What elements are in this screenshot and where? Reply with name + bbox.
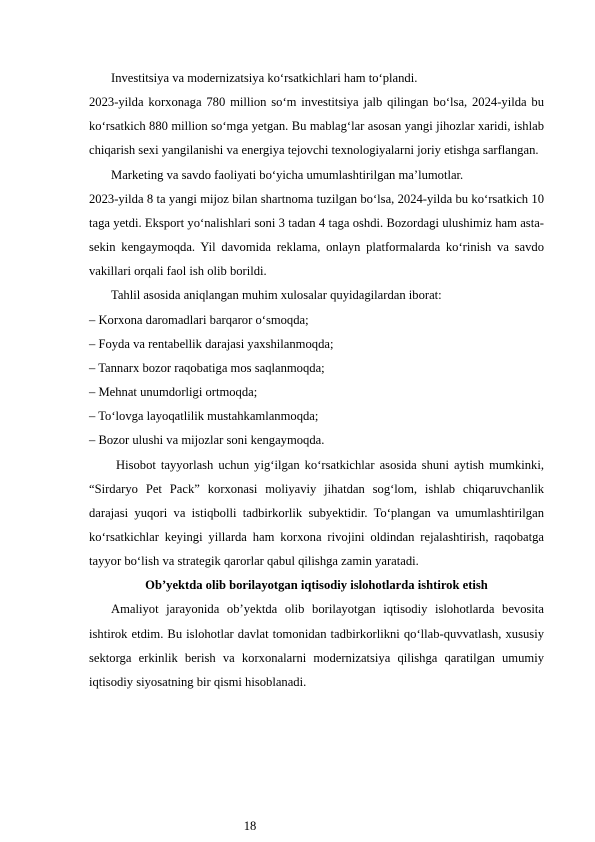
paragraph-investment-details: 2023-yilda korxonaga 780 million so‘m investitsiya jalb qilingan bo‘lsa, 2024-yilda bu ko‘rsatkich 880 million so‘mga yetgan. Bu mablag‘lar asosan yangi jihozlar xaridi, ishlab chiqarish sexi yangilanishi va energiya tejovchi texnologiyalarni joriy etishga sarflangan. [89,95,544,158]
paragraph-conclusions-intro: Tahlil asosida aniqlangan muhim xulosalar quyidagilardan iborat: [111,288,442,303]
list-item: – Bozor ulushi va mijozlar soni kengaymoqda. [89,433,325,448]
page-number: 18 [243,819,257,833]
list-item: – Mehnat unumdorligi ortmoqda; [89,385,258,400]
document-body [89,66,544,694]
section-heading: Ob’yektda olib borilayotgan iqtisodiy islohotlarda ishtirok etish [145,578,488,593]
paragraph-report-summary: Hisobot tayyorlash uchun yig‘ilgan ko‘rsatkichlar asosida shuni aytish mumkinki, “Sirdaryo Pet Pack” korxonasi moliyaviy jihatdan sog‘lom, ishlab chiqaruvchanlik darajasi yuqori va istiqbolli tadbirkorlik subyektidir. To‘plangan va umumlashtirilgan ko‘rsatkichlar keyingi yillarda ham korxona rivojini oldindan rejalashtirish, raqobatga tayyor bo‘lish va strategik qarorlar qabul qilishga zamin yaratadi. [89,457,544,569]
list-item: – Foyda va rentabellik darajasi yaxshilanmoqda; [89,336,334,351]
paragraph-marketing-details: 2023-yilda 8 ta yangi mijoz bilan shartnoma tuzilgan bo‘lsa, 2024-yilda bu ko‘rsatkich 10 taga yetdi. Eksport yo‘nalishlari soni 3 tadan 4 taga oshdi. Bozordagi ulushimiz ham asta-sekin kengaymoqda. Yil davomida reklama, onlayn platformalarda ko‘rinish va savdo vakillari orqali faol ish olib borildi. [89,191,544,279]
list-item: – Tannarx bozor raqobatiga mos saqlanmoqda; [89,360,325,375]
conclusions-list [89,308,544,453]
paragraph-marketing-intro: Marketing va savdo faoliyati bo‘yicha umumlashtirilgan ma’lumotlar. [111,167,464,182]
list-item: – Korxona daromadlari barqaror o‘smoqda; [89,312,309,327]
paragraph-reform-participation: Amaliyot jarayonida ob’yektda olib borilayotgan iqtisodiy islohotlarda bevosita ishtirok etdim. Bu islohotlar davlat tomonidan tadbirkorlikni qo‘llab-quvvatlash, xususiy sektorga erkinlik berish va korxonalarni modernizatsiya qilishga qaratilgan umumiy iqtisodiy siyosatning bir qismi hisoblanadi. [89,602,544,689]
list-item: – To‘lovga layoqatlilik mustahkamlanmoqda; [89,409,319,424]
paragraph-investment-intro: Investitsiya va modernizatsiya ko‘rsatkichlari ham to‘plandi. [111,71,418,85]
